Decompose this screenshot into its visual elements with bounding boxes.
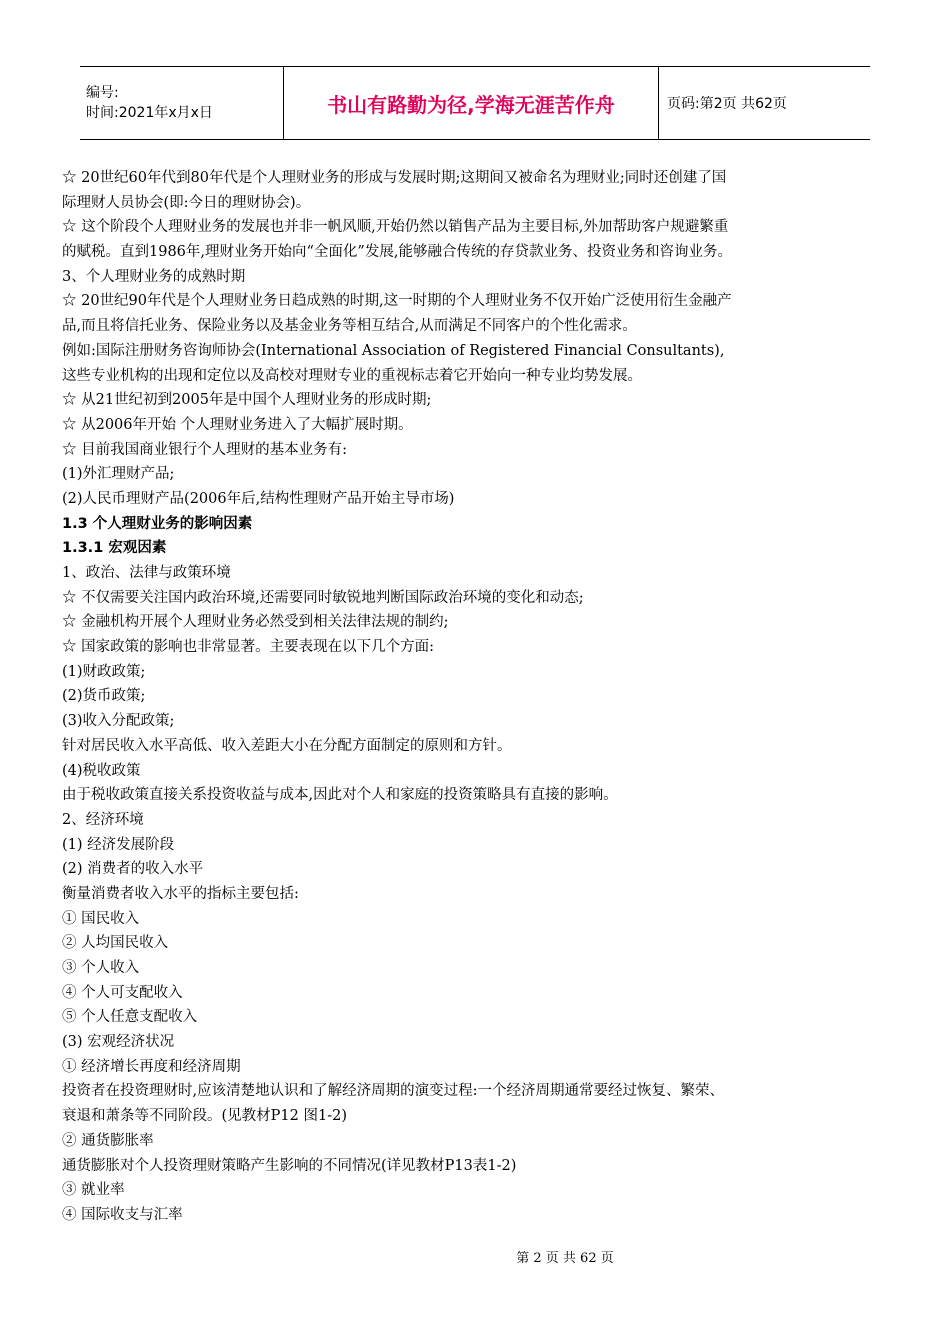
page-footer: 第 2 页 共 62 页 [516, 1251, 614, 1266]
text-line: 例如:国际注册财务咨询师协会(International Association of Registered Financial Consultants), [62, 342, 725, 359]
text-line: ☆ 从2006年开始 个人理财业务进入了大幅扩展时期。 [62, 416, 413, 433]
text-line: ④ 国际收支与汇率 [62, 1206, 183, 1223]
text-line: ☆ 金融机构开展个人理财业务必然受到相关法律法规的制约; [62, 614, 449, 631]
text-line: 由于税收政策直接关系投资收益与成本,因此对个人和家庭的投资策略具有直接的影响。 [62, 787, 618, 804]
text-line: ③ 个人收入 [62, 960, 140, 976]
text-line: 2、经济环境 [62, 811, 144, 828]
text-line: (2)货币政策; [62, 688, 146, 705]
text-line: 衰退和萧条等不同阶段。(见教材P12 图1-2) [62, 1108, 347, 1125]
section-heading: 1.3.1 宏观因素 [62, 540, 167, 557]
text-line: (2) 消费者的收入水平 [62, 861, 204, 878]
text-line: 这些专业机构的出现和定位以及高校对理财专业的重视标志着它开始向一种专业均势发展。 [62, 367, 642, 384]
header-page-info: 页码:第2页 共62页 [667, 96, 787, 112]
text-line: ① 经济增长再度和经济周期 [62, 1058, 241, 1075]
text-line: ③ 就业率 [62, 1182, 125, 1199]
text-line: (1) 经济发展阶段 [62, 836, 175, 853]
text-line: 3、个人理财业务的成熟时期 [62, 268, 246, 285]
text-line: 际理财人员协会(即:今日的理财协会)。 [62, 194, 311, 211]
text-line: 投资者在投资理财时,应该清楚地认识和了解经济周期的演变过程:一个经济周期通常要经过恢复、繁荣、 [62, 1083, 724, 1100]
text-line: 通货膨胀对个人投资理财策略产生影响的不同情况(详见教材P13表1-2) [62, 1157, 517, 1174]
text-line: ② 人均国民收入 [62, 935, 169, 952]
section-heading: 1.3 个人理财业务的影响因素 [62, 515, 253, 532]
text-line: (3) 宏观经济状况 [62, 1034, 175, 1051]
text-line: 品,而且将信托业务、保险业务以及基金业务等相互结合,从而满足不同客户的个性化需求。 [62, 318, 637, 335]
text-line: ☆ 这个阶段个人理财业务的发展也并非一帆风顺,开始仍然以销售产品为主要目标,外加帮助客户规避繁重 [62, 219, 729, 236]
text-line: (1)财政政策; [62, 663, 146, 680]
text-line: ☆ 目前我国商业银行个人理财的基本业务有: [62, 441, 347, 458]
text-line: ☆ 国家政策的影响也非常显著。主要表现在以下几个方面: [62, 639, 434, 656]
text-line: (2)人民币理财产品(2006年后,结构性理财产品开始主导市场) [62, 490, 455, 507]
header-meta-cell [80, 67, 284, 139]
text-line: (4)税收政策 [62, 762, 141, 779]
text-line: (3)收入分配政策; [62, 713, 175, 730]
doc-number-label: 编号: [86, 85, 119, 101]
text-line: 针对居民收入水平高低、收入差距大小在分配方面制定的原则和方针。 [62, 737, 512, 754]
text-line: ☆ 不仅需要关注国内政治环境,还需要同时敏锐地判断国际政治环境的变化和动态; [62, 589, 584, 606]
text-line: ☆ 20世纪90年代是个人理财业务日趋成熟的时期,这一时期的个人理财业务不仅开始广泛使用衍生金融产 [62, 293, 732, 310]
text-line: 衡量消费者收入水平的指标主要包括: [62, 885, 299, 902]
text-line: 的赋税。直到1986年,理财业务开始向“全面化”发展,能够融合传统的存贷款业务、投资业务和咨询业务。 [62, 244, 732, 261]
document-body [62, 166, 900, 1228]
header-page-cell [659, 67, 870, 139]
text-line: 1、政治、法律与政策环境 [62, 565, 231, 581]
text-line: ☆ 20世纪60年代到80年代是个人理财业务的形成与发展时期;这期间又被命名为理财业;同时还创建了国 [62, 170, 727, 186]
header-motto: 书山有路勤为径,学海无涯苦作舟 [327, 92, 615, 117]
text-line: ⑤ 个人任意支配收入 [62, 1009, 198, 1026]
text-line: ① 国民收入 [62, 910, 140, 927]
text-line: ④ 个人可支配收入 [62, 984, 183, 1001]
page-header [80, 66, 870, 140]
text-line: ☆ 从21世纪初到2005年是中国个人理财业务的形成时期; [62, 392, 432, 409]
doc-time-label: 时间:2021年x月x日 [86, 105, 213, 121]
text-line: ② 通货膨胀率 [62, 1132, 154, 1149]
header-motto-cell [284, 67, 659, 139]
text-line: (1)外汇理财产品; [62, 466, 175, 483]
